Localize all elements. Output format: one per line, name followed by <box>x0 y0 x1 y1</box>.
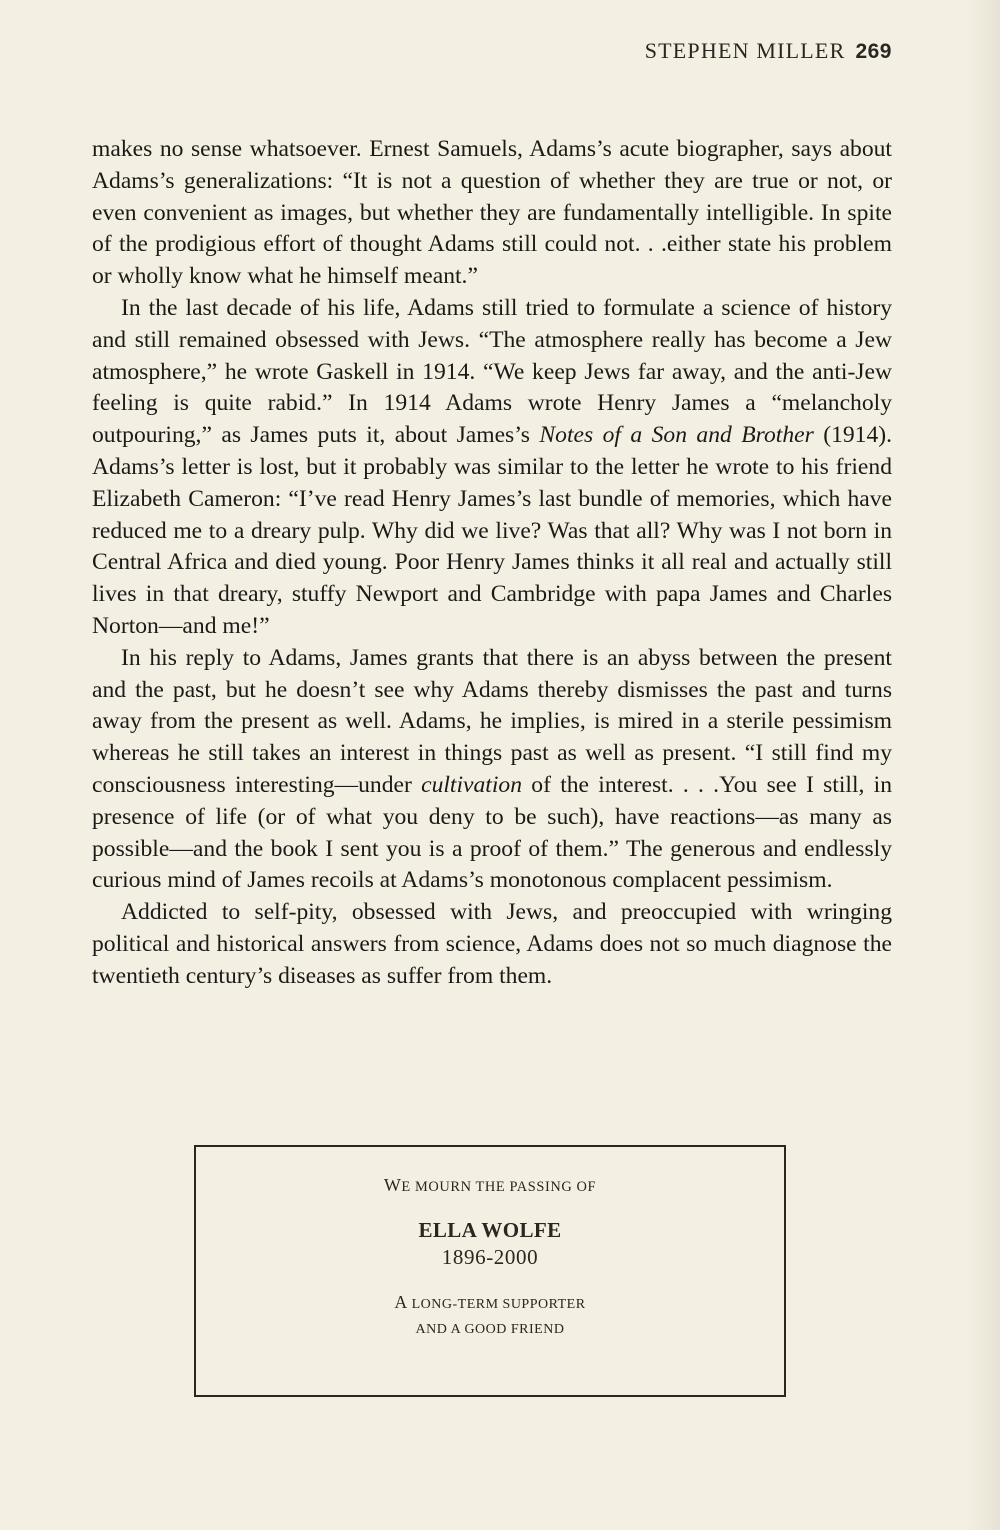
paragraph <box>92 643 892 897</box>
page-number: 269 <box>855 40 892 63</box>
notice-name: ELLA WOLFE <box>418 1218 562 1242</box>
text-run: Addicted to self-pity, obsessed with Jews, and preoccupied with wringing political and historical answers from science, Adams does not so much diagnose the twentieth century’s diseases as suffer from them. <box>92 899 892 989</box>
paragraph <box>92 293 892 643</box>
running-head-author: STEPHEN MILLER <box>644 38 846 63</box>
text-run: makes no sense whatsoever. Ernest Samuels, Adams’s acute biographer, says about Adams’s generalizations: “It is not a question of whether they are true or not, or even convenient as images, but whether they are fundamentally intelligible. In spite of the prodigious effort of thought Adams still could not. . .either state his problem or wholly know what he himself meant.” <box>92 136 892 290</box>
notice-heading: WE MOURN THE PASSING OF <box>383 1175 597 1195</box>
notice-tribute <box>196 1290 784 1342</box>
notice-years: 1896-2000 <box>441 1245 539 1269</box>
text-run: In his reply to Adams, James grants that there is an abyss between the present and the past, but he doesn’t see why Adams thereby dismisses the past and turns away from the present as well. Adams, he implies, is mired in a sterile pessimism whereas he still takes an interest in things past as well as present. “I still find my consciousness interesting—under <box>92 644 892 798</box>
paragraph <box>92 897 892 992</box>
article-body <box>92 134 892 993</box>
page-edge-shadow <box>966 0 1000 1530</box>
notice-tribute-line-1: A LONG-TERM SUPPORTER <box>394 1292 586 1312</box>
italic-text: Notes of a Son and Brother <box>539 422 814 449</box>
running-head <box>645 38 892 64</box>
memorial-notice <box>194 1145 786 1397</box>
paragraph <box>92 134 892 293</box>
notice-tribute-line-2: AND A GOOD FRIEND <box>415 1322 565 1337</box>
italic-text: cultivation <box>421 771 523 798</box>
text-run: of the interest. . . .You see I still, in presence of life (or of what you deny to be such), have reactions—as many as possible—and the book I sent you is a proof of them.” The generous and endlessly curious mind of James recoils at Adams’s monotonous complacent pessimism. <box>92 771 893 894</box>
text-run: In the last decade of his life, Adams still tried to formulate a science of history and still remained obsessed with Jews. “The atmosphere really has become a Jew atmosphere,” he wrote Gaskell in 1914. “We keep Jews far away, and the anti-Jew feeling is quite rabid.” In 1914 Adams wrote Henry James a “melancholy outpouring,” as James puts it, about James’s <box>92 294 892 449</box>
text-run: (1914). Adams’s letter is lost, but it probably was similar to the letter he wrote to his friend Elizabeth Cameron: “I’ve read Henry James’s last bundle of memories, which have reduced me to a dreary pulp. Why did we live? Was that all? Why was I not born in Central Africa and died young. Poor Henry James thinks it all real and actually still lives in that dreary, stuffy Newport and Cambridge with papa James and Charles Norton—and me!” <box>92 422 893 639</box>
